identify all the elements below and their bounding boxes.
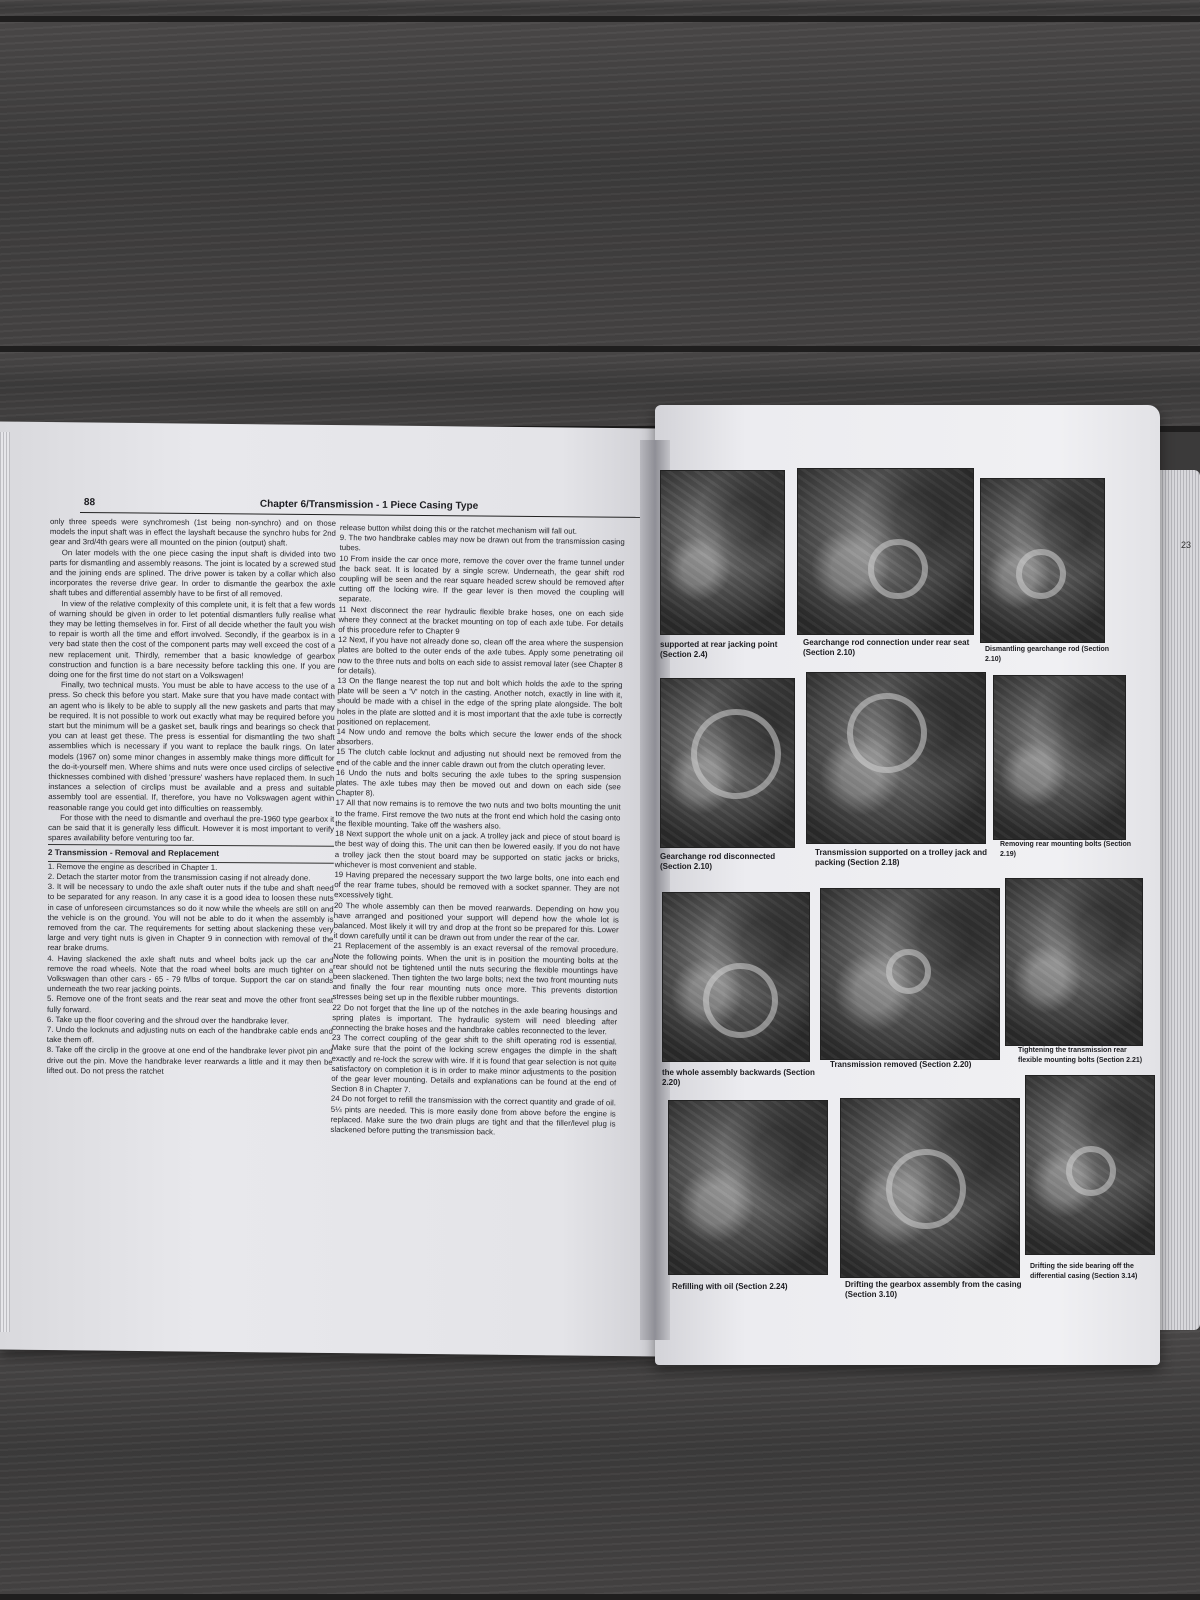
left-page-edge bbox=[0, 432, 10, 1332]
photo-tightening-mounting-bolts bbox=[1005, 878, 1143, 1046]
step: 20 The whole assembly can then be moved rearwards. Depending on how you have arranged and positioned your support will depend how the whole lot is balanced. Most likely it will try and drop at the front so be prepared for this. Lower it down carefully until it can be drawn out from under the rear of the car. bbox=[333, 900, 620, 944]
photo-dismantling-gearchange-rod bbox=[980, 478, 1105, 643]
step: 9. The two handbrake cables may now be drawn out from the transmission casing tubes. bbox=[339, 533, 625, 553]
photo-caption: Drifting the side bearing off the differential casing (Section 3.14) bbox=[1030, 1263, 1138, 1280]
photo-gearchange-rod-connection bbox=[797, 468, 974, 635]
photo-rear-mounting-bolts bbox=[993, 675, 1126, 840]
photo-caption: supported at rear jacking point (Section 2.4) bbox=[660, 640, 778, 659]
photo-caption: Transmission removed (Section 2.20) bbox=[830, 1060, 972, 1069]
paragraph: only three speeds were synchromesh (1st being non-synchro) and on those models the input shaft was in effect the layshaft because the synchro hubs for 2nd gear and 3rd/4th gears were all mounted on the pinion (output) shaft. bbox=[49, 517, 336, 548]
step: 22 Do not forget that the line up of the notches in the axle bearing housings and spring plates is important. The hydraulic system will need bleeding after connecting the brake hoses and the handbrake cables reconnected to the lever. bbox=[332, 1002, 618, 1037]
text-column-right bbox=[328, 523, 625, 1297]
page-number: 88 bbox=[83, 497, 96, 509]
step: 15 The clutch cable locknut and adjusting nut should next be removed from the end of the cable and the inner cable drawn out from the clutch operating lever. bbox=[336, 747, 622, 771]
photo-caption: Gearchange rod connection under rear seat (Section 2.10) bbox=[803, 638, 970, 657]
photo-caption: the whole assembly backwards (Section 2.20) bbox=[662, 1068, 815, 1087]
paragraph: For those with the need to dismantle and overhaul the pre-1960 type gearbox it can be said that it is generally less difficult. However it is most important to verify spares availability before venturing too far. bbox=[48, 812, 335, 844]
step: 19 Having prepared the necessary support the two large bolts, one into each end of the rear frame tubes, should be removed with a socket spanner. They are not excessively tight. bbox=[334, 869, 620, 901]
photo-rod-disconnected bbox=[660, 678, 795, 848]
paragraph: Finally, two technical musts. You must be able to have access to the use of a press. So check this before you start. Make sure that you have made contact with an agent who is likely to be able to supply all the new gaskets and parts that may be required. It is not possible to work out exactly what may be required before you start but the minimum will be a gasket set, baulk rings and bearings so check that you can at least get these. The press is essential for dismantling the two shaft assemblies which is necessary if you want to replace the baulk rings. On later models (1967 on) some minor changes in assembly make things more difficult for the do-it-yourself men. Where shims and nuts were once used circlips of selective thicknesses combined with dished 'pressure' washers have replaced them. In such instances a selection of circlips must be available and a press and suitable assembly tool are essential. If, therefore, you have no Volkswagen agent within reasonable range you could get into difficulties on reassembly. bbox=[48, 680, 335, 813]
photo-drifting-gearbox bbox=[840, 1098, 1020, 1278]
step: 1. Remove the engine as described in Chapter 1. bbox=[47, 861, 218, 872]
text-column-left bbox=[45, 517, 336, 1279]
step: 3. It will be necessary to undo the axle shaft outer nuts if the tube and shaft need to be separated for any reason. In any case it is a good idea to loosen these nuts in case of unforeseen circumstances so do it now while the wheels are still on and the vehicle is on the ground. You will not be able to do it when the assembly is removed from the car. The requirements for setting about slackening these very large and very tight nuts is given in Chapter 9 in connection with removal of the rear brake drums. bbox=[47, 882, 334, 953]
paragraph: In view of the relative complexity of this complete unit, it is felt that a few words of warning should be given in order to let potential dismantlers fully realise what they may be letting themselves in for. First of all decide whether the fault you wish to repair is worth all the time and effort involved. Secondly, if the gearbox is in a very bad state then the cost of the component parts may well exceed the cost of a new replacement unit. Thirdly, remember that a basic knowledge of gearbox construction and function is a bare necessity before tackling this one. If you are doing one for the first time do not start on a Volkswagen! bbox=[49, 598, 336, 681]
photo-caption: Refilling with oil (Section 2.24) bbox=[672, 1282, 788, 1291]
step: 11 Next disconnect the rear hydraulic flexible brake hoses, one on each side where they connect at the bracket mounting on top of each axle tube. For details of this procedure refer to Chapter 9 bbox=[338, 604, 624, 636]
step: 10 From inside the car once more, remove the cover over the frame tunnel under the back seat. It is located by a single screw. Underneath, the gear shift rod coupling will be seen and the rear square headed screw should be removed after cutting off the locking wire. If the gear lever is then moved the coupling will separate. bbox=[338, 553, 625, 604]
photo-refilling-oil bbox=[668, 1100, 828, 1275]
step: 13 On the flange nearest the top nut and bolt which holds the axle to the spring plate will be seen a 'V' notch in the casting. Another notch, exactly in line with it, should be made with a chisel in the edge of the spring plate alongside. The bolt holes in the plate are slotted and it is most important that the axle tube is correctly positioned on replacement. bbox=[336, 676, 623, 728]
photo-trolley-jack bbox=[806, 672, 986, 844]
photo-caption: Drifting the gearbox assembly from the casing (Section 3.10) bbox=[845, 1280, 1022, 1299]
step: release button whilst doing this or the ratchet mechanism will fall out. bbox=[339, 523, 578, 536]
step: 21 Replacement of the assembly is an exact reversal of the removal procedure. Note the following points. When the unit is in position the mounting bolts at the rear should not be tightened until the nuts securing the flexible mountings have been slackened. Then tighten the two large bolts; next the two front mounting nuts and finally the four rear mounting nuts once more. This prevents distortion stresses being set up in the flexible rubber mountings. bbox=[332, 941, 619, 1005]
paragraph: On later models with the one piece casing the input shaft is divided into two parts for dismantling and assembly reasons. The joint is located by a screwed stud and the joining ends are splined. The drive power is taken by a collar which also incorporates the reverse drive gear. In order to dismantle the gearbox the axle shaft tubes and differential assembly have to be first of all removed. bbox=[49, 547, 336, 599]
photo-caption: Transmission supported on a trolley jack and packing (Section 2.18) bbox=[815, 848, 988, 867]
step: 2. Detach the starter motor from the transmission casing if not already done. bbox=[47, 871, 311, 883]
photo-transmission-removed bbox=[820, 888, 1000, 1060]
step: 17 All that now remains is to remove the two nuts and two bolts mounting the unit to the frame. First remove the two nuts at the front end which hold the casing onto the flexible mounting. Take off the washers also. bbox=[335, 798, 621, 831]
step: 23 The correct coupling of the gear shift to the shift operating rod is essential. Make sure that the point of the locking screw engages the dimple in the shaft exactly and re-lock the screw with wire. If it is found that gear selection is not quite satisfactory on completion it is in order to make minor adjustments to the position of the gear lever mounting. Details and explanations can be found at the end of Section 8 in Chapter 7. bbox=[331, 1033, 617, 1095]
photo-caption: Tightening the transmission rear flexible mounting bolts (Section 2.21) bbox=[1018, 1047, 1143, 1064]
step: 8. Take off the circlip in the groove at one end of the handbrake lever pivot pin and drive out the pin. Move the handbrake lever rearwards a little and it may then be lifted out. Do not press the ratchet bbox=[46, 1045, 333, 1076]
photo-jacking-point bbox=[660, 470, 785, 635]
photo-caption: Dismantling gearchange rod (Section 2.10) bbox=[985, 646, 1110, 663]
step: 12 Next, if you have not already done so, clean off the area where the suspension plates are bolted to the outer ends of the axle tubes. Apply some penetrating oil now to the three nuts and bolts on each side to assist removal later (see Chapter 8 for details). bbox=[337, 635, 624, 676]
photo-caption: Gearchange rod disconnected (Section 2.10) bbox=[660, 852, 776, 871]
step: 6. Take up the floor covering and the shroud over the handbrake lever. bbox=[46, 1014, 290, 1026]
step: 14 Now undo and remove the bolts which secure the lower ends of the shock absorbers. bbox=[336, 727, 622, 747]
photo-drifting-side-bearing bbox=[1025, 1075, 1155, 1255]
step: 18 Next support the whole unit on a jack. A trolley jack and piece of stout board is the best way of doing this. The unit can then be lowered easily. If you do not have a trolley jack then the stout board may be supported on static jacks or bricks, whichever is most convenient and stable. bbox=[334, 829, 621, 871]
step: 16 Undo the nuts and bolts securing the axle tubes to the spring suspension plates. The axle tubes may then be moved out and down on each side (see Chapter 8). bbox=[335, 767, 622, 798]
photo-assembly-backwards bbox=[662, 892, 810, 1062]
step: 24 Do not forget to refill the transmission with the correct quantity and grade of oil. 5¼ pints are needed. This is more easily done from above before the engine is replaced. Make sure the two drain plugs are tight and that the filler/level plug is slackened before putting the transmission back. bbox=[330, 1094, 616, 1137]
section-heading: 2 Transmission - Removal and Replacement bbox=[48, 843, 334, 863]
step: 4. Having slackened the axle shaft nuts and wheel bolts jack up the car and remove the road wheels. Note that the road wheel bolts are much tighter on a Volkswagen than other cars - 65 - 79 ft/lbs of torque. Support the car on stands underneath the two rear jacking points. bbox=[47, 953, 334, 994]
step: 5. Remove one of the front seats and the rear seat and move the other front seat fully forward. bbox=[46, 994, 334, 1014]
photo-caption: Removing rear mounting bolts (Section 2.19) bbox=[1000, 841, 1132, 858]
step: 7. Undo the locknuts and adjusting nuts on each of the handbrake cable ends and take them off. bbox=[46, 1024, 333, 1045]
running-head: Chapter 6/Transmission - 1 Piece Casing Type bbox=[259, 498, 479, 512]
next-page-number: 23 bbox=[1181, 540, 1192, 550]
